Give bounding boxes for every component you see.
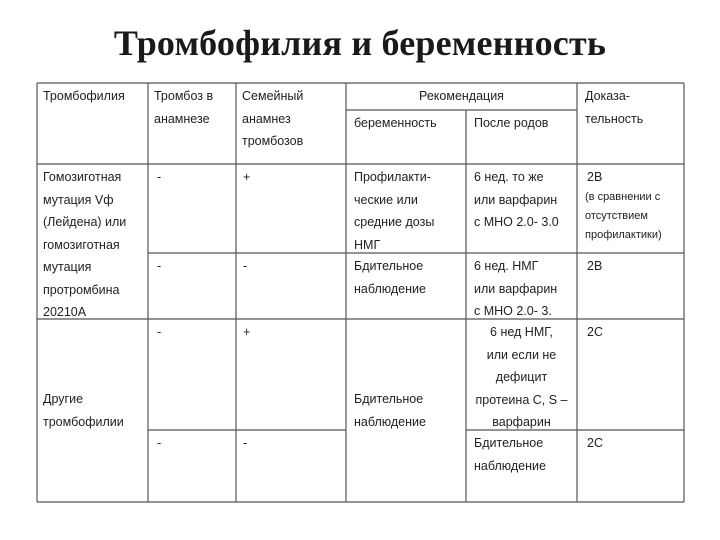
row3-thrombosis: -: [157, 325, 162, 339]
row1-thrombosis: -: [157, 170, 162, 184]
row4-evidence: 2С: [587, 436, 603, 450]
header-evidence: Доказа- тельность: [585, 89, 644, 126]
row2-evidence: 2В: [587, 259, 603, 273]
row4-thrombosis: -: [157, 436, 162, 450]
row1-pregnancy: Профилакти- ческие или средние дозы НМГ: [354, 170, 435, 252]
row1-evidence: 2В: [587, 170, 603, 184]
row4-family: -: [243, 436, 248, 450]
row3-evidence: 2С: [587, 325, 603, 339]
row1-evidence-note: (в сравнении с отсутствием профилактики): [585, 191, 662, 241]
header-postpartum: После родов: [474, 116, 549, 130]
row2-pregnancy: Бдительное наблюдение: [354, 259, 426, 296]
row1-postpartum: 6 нед. то же или варфарин с МНО 2.0- 3.0: [474, 170, 559, 229]
header-pregnancy: беременность: [354, 116, 437, 130]
group-label-homozygous: Гомозиготная мутация Vф (Лейдена) или гомозиготная мутация протромбина 20210А: [43, 170, 127, 319]
row3-pregnancy: Бдительное наблюдение: [354, 392, 426, 429]
row2-thrombosis: -: [157, 259, 162, 273]
group-label-other: Другие тромбофилии: [43, 392, 124, 429]
row2-family: -: [243, 259, 248, 273]
row3-family: +: [243, 325, 251, 339]
header-thrombophilia: Тромбофилия: [43, 89, 125, 103]
page-title: Тромбофилия и беременность: [113, 23, 607, 63]
header-thrombosis-history: Тромбоз в анамнезе: [154, 89, 214, 126]
row3-postpartum: 6 нед НМГ, или если не дефицит протеина С, S – варфарин: [475, 325, 568, 429]
row1-family: +: [243, 170, 251, 184]
header-recommendation: Рекомендация: [419, 89, 504, 103]
header-family-history: Семейный анамнез тромбозов: [242, 89, 304, 148]
row4-postpartum: Бдительное наблюдение: [474, 436, 546, 473]
row2-postpartum: 6 нед. НМГ или варфарин с МНО 2.0- 3.: [474, 259, 558, 318]
